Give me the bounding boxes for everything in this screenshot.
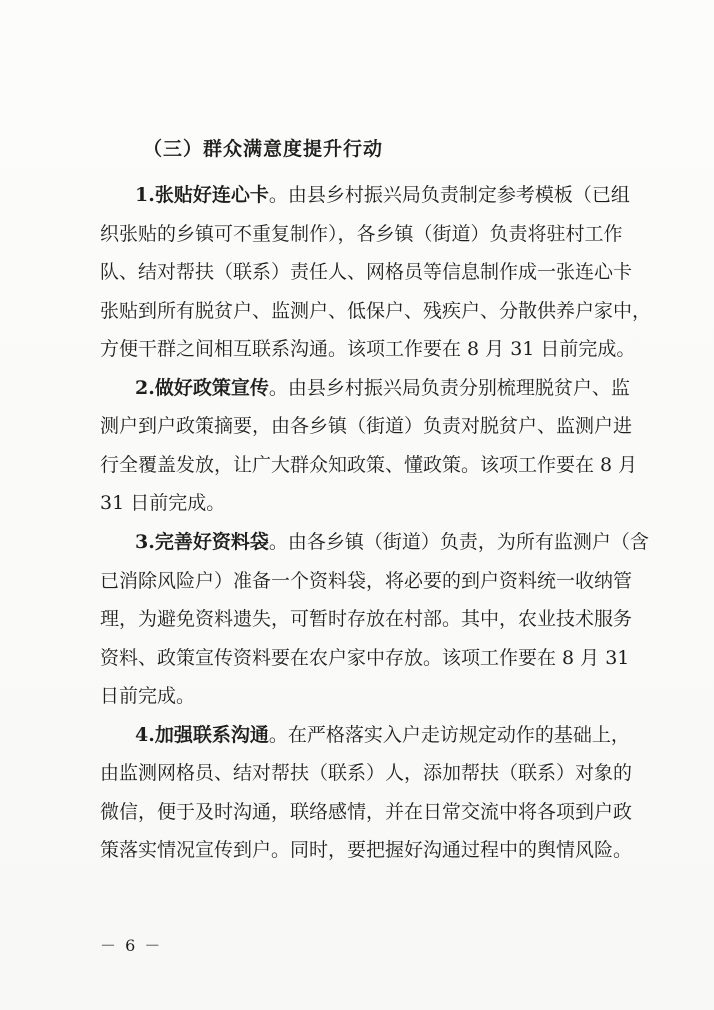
paragraph-2-line-4: 31 日前完成。 [100, 492, 226, 514]
paragraph-1-line-3: 队、结对帮扶（联系）责任人、网格员等信息制作成一张连心卡 [100, 261, 633, 283]
paragraph-2-line-2: 测户到户政策摘要，由各乡镇（街道）负责对脱贫户、监测户进 [100, 415, 633, 437]
section-heading: （三）群众满意度提升行动 [143, 138, 384, 160]
page-number: － 6 － [100, 936, 163, 955]
paragraph-3-line-1 [135, 529, 649, 555]
item-3-text: 。由各乡镇（街道）负责，为所有监测户（含 [268, 531, 649, 553]
paragraph-1-line-4: 张贴到所有脱贫户、监测户、低保户、残疾户、分散供养户家中， [100, 300, 652, 322]
paragraph-4-line-1 [135, 722, 630, 748]
paragraph-2-line-1 [135, 375, 630, 401]
paragraph-3-line-3: 理，为避免资料遗失，可暂时存放在村部。其中，农业技术服务 [100, 608, 633, 630]
paragraph-1-line-2: 织张贴的乡镇可不重复制作），各乡镇（街道）负责将驻村工作 [100, 223, 623, 245]
paragraph-3-line-2: 已消除风险户）准备一个资料袋，将必要的到户资料统一收纳管 [100, 570, 633, 592]
item-3-title: 3.完善好资料袋 [135, 531, 269, 553]
paragraph-1-line-1 [135, 182, 630, 208]
item-4-title: 4.加强联系沟通 [135, 724, 269, 746]
item-1-title: 1.张贴好连心卡 [135, 184, 269, 206]
item-1-text: 。由县乡村振兴局负责制定参考模板（已组 [268, 184, 630, 206]
paragraph-3-line-4: 资料、政策宣传资料要在农户家中存放。该项工作要在 8 月 31 [100, 647, 630, 669]
paragraph-2-line-3: 行全覆盖发放，让广大群众知政策、懂政策。该项工作要在 8 月 [100, 454, 638, 476]
paragraph-3-line-5: 日前完成。 [100, 685, 196, 707]
paragraph-4-line-3: 微信，便于及时沟通，联络感情，并在日常交流中将各项到户政 [100, 801, 633, 823]
paragraph-4-line-4: 策落实情况宣传到户。同时，要把握好沟通过程中的舆情风险。 [100, 839, 633, 861]
item-2-text: 。由县乡村振兴局负责分别梳理脱贫户、监 [268, 377, 630, 399]
item-2-title: 2.做好政策宣传 [135, 377, 269, 399]
paragraph-1-line-5: 方便干群之间相互联系沟通。该项工作要在 8 月 31 日前完成。 [100, 338, 636, 360]
paragraph-4-line-2: 由监测网格员、结对帮扶（联系）人，添加帮扶（联系）对象的 [100, 762, 633, 784]
item-4-text: 。在严格落实入户走访规定动作的基础上， [268, 724, 630, 746]
